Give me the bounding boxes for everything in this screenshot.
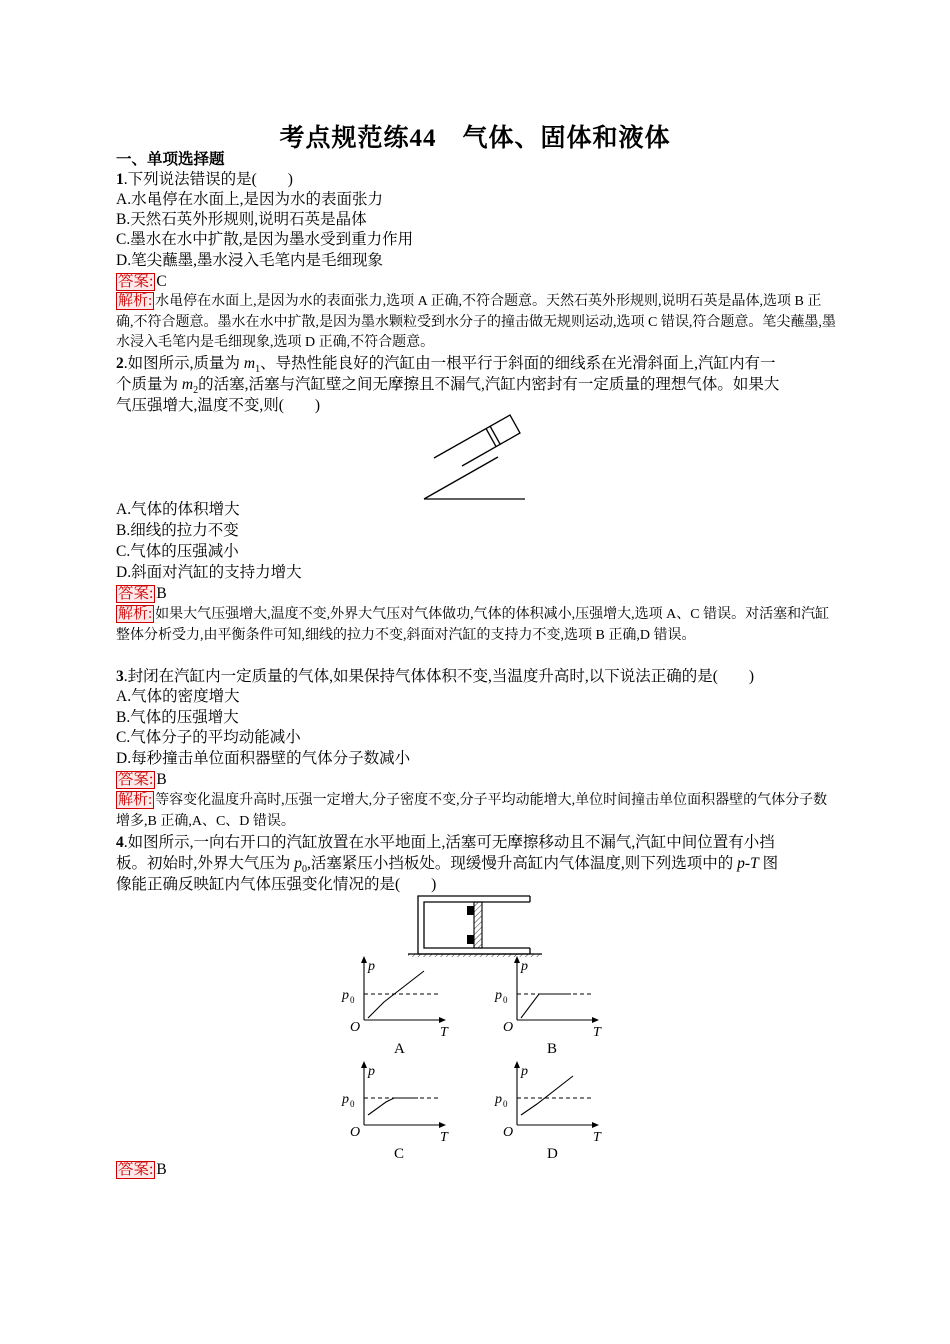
q2-text-1a: .如图所示,质量为: [123, 355, 244, 372]
q2-answer: [116, 584, 167, 604]
graph-a-y-label: p: [368, 959, 375, 974]
q3-explanation: [116, 791, 836, 832]
graph-a-x-label: T: [440, 1025, 448, 1040]
q2-option-b: B.细线的拉力不变: [116, 522, 239, 539]
q4-stem-line1: [116, 833, 775, 853]
answer-tag: 答案:: [118, 273, 154, 290]
q1-number: 1: [116, 171, 124, 188]
answer-tag: 答案:: [118, 771, 154, 788]
graph-c-y-label: p: [368, 1064, 375, 1079]
graph-b-x-label: T: [593, 1025, 601, 1040]
graph-c-p0: p: [342, 1092, 349, 1107]
q2-m1: m: [243, 355, 256, 372]
graph-b-caption: B: [547, 1041, 558, 1057]
q3-stem: [116, 667, 754, 687]
graph-d-y-label: p: [521, 1064, 528, 1079]
q2-m2: m: [181, 376, 194, 393]
graph-c-x-label: T: [440, 1130, 448, 1145]
q3-answer: [116, 770, 167, 790]
q2-m1-sub: 1: [255, 364, 261, 376]
q4-stem-line3: 像能正确反映缸内气体压强变化情况的是( ): [116, 876, 437, 893]
q3-text: .封闭在汽缸内一定质量的气体,如果保持气体体积不变,当温度升高时,以下说法正确的是( ): [123, 668, 755, 685]
q2-text-1b: 、导热性能良好的汽缸由一根平行于斜面的细线系在光滑斜面上,汽缸内有一: [260, 355, 776, 372]
q1-option-c: C.墨水在水中扩散,是因为墨水受到重力作用: [116, 231, 414, 248]
q3-option-a: A.气体的密度增大: [116, 688, 240, 705]
q2-text-2b: 的活塞,活塞与汽缸壁之间无摩擦且不漏气,汽缸内密封有一定质量的理想气体。如果大: [198, 376, 780, 393]
q1-answer: [116, 272, 167, 292]
q3-explanation-text: 等容变化温度升高时,压强一定增大,分子密度不变,分子平均动能增大,单位时间撞击单位面积器壁的气体分子数增多,B 正确,A、C、D 错误。: [116, 793, 828, 829]
graph-d-p0: p: [495, 1092, 502, 1107]
q2-stem-line3: 气压强增大,温度不变,则( ): [116, 397, 321, 414]
q2-number: 2: [116, 355, 124, 372]
explain-tag: 解析:: [118, 792, 153, 808]
q2-m2-sub: 2: [193, 385, 199, 397]
answer-tag: 答案:: [118, 1161, 154, 1178]
graph-c-origin: O: [350, 1125, 361, 1140]
q1-explanation: [116, 292, 836, 354]
q2-explanation-text: 如果大气压强增大,温度不变,外界大气压对气体做功,气体的体积减小,压强增大,选项 A、C 错误。对活塞和汽缸整体分析受力,由平衡条件可知,细线的拉力不变,斜面对汽缸的支持力不变,选项 B 正确,D 错误。: [116, 607, 830, 643]
q1-explanation-text: 水黾停在水面上,是因为水的表面张力,选项 A 正确,不符合题意。天然石英外形规则,说明石英是晶体,选项 B 正确,不符合题意。墨水在水中扩散,是因为墨水颗粒受到水分子的撞击做无规则运动,选项 C 错误,符合题意。笔尖蘸墨,墨水浸入毛笔内是毛细现象,选项 D 正确,不符合题意。: [116, 294, 836, 350]
q4-text-2c: 图: [758, 855, 779, 872]
graph-b-p0: p: [495, 988, 502, 1003]
q1-stem: [116, 170, 293, 190]
q3-answer-value: B: [156, 771, 167, 788]
graph-d-origin: O: [503, 1125, 514, 1140]
q2-option-c: C.气体的压强减小: [116, 543, 239, 560]
graph-d-x-label: T: [593, 1130, 601, 1145]
graph-c: [340, 1060, 460, 1165]
graph-a: [340, 955, 460, 1060]
graph-a-origin: O: [350, 1020, 361, 1035]
q4-text-2a: 板。初始时,外界大气压为: [116, 855, 295, 872]
q1-option-d: D.笔尖蘸墨,墨水浸入毛笔内是毛细现象: [116, 252, 383, 269]
q4-answer-value: B: [156, 1161, 167, 1178]
q3-option-d: D.每秒撞击单位面积器壁的气体分子数减小: [116, 750, 411, 767]
q2-explanation: [116, 605, 836, 646]
graph-b: [493, 955, 613, 1060]
q2-text-2a: 个质量为: [116, 376, 182, 393]
q1-option-a: A.水黾停在水面上,是因为水的表面张力: [116, 191, 383, 208]
graph-d-caption: D: [547, 1146, 558, 1162]
incline-figure: [420, 420, 530, 502]
q2-option-d: D.斜面对汽缸的支持力增大: [116, 564, 302, 581]
graph-a-p0: p: [342, 988, 349, 1003]
q4-number: 4: [116, 834, 124, 851]
q2-answer-value: B: [156, 585, 167, 602]
cylinder-figure: [406, 895, 544, 957]
explain-tag: 解析:: [118, 293, 153, 309]
q3-number: 3: [116, 668, 124, 685]
q1-text: .下列说法错误的是( ): [123, 171, 293, 188]
page-title: 考点规范练44 气体、固体和液体: [279, 125, 671, 152]
q1-option-b: B.天然石英外形规则,说明石英是晶体: [116, 211, 367, 228]
q2-option-a: A.气体的体积增大: [116, 501, 240, 518]
q4-pt: p-T: [737, 855, 759, 872]
q3-option-b: B.气体的压强增大: [116, 709, 239, 726]
q3-option-c: C.气体分子的平均动能减小: [116, 729, 301, 746]
graph-b-y-label: p: [521, 959, 528, 974]
section-heading: 一、单项选择题: [116, 151, 225, 168]
q1-answer-value: C: [156, 273, 167, 290]
graph-c-p0-sub: 0: [350, 1099, 355, 1109]
graph-b-origin: O: [503, 1020, 514, 1035]
q4-answer: [116, 1160, 167, 1180]
explain-tag: 解析:: [118, 606, 153, 622]
graph-c-caption: C: [394, 1146, 405, 1162]
q4-text-1: .如图所示,一向右开口的汽缸放置在水平地面上,活塞可无摩擦移动且不漏气,汽缸中间位置有小挡: [123, 834, 775, 851]
q4-text-2b: ,活塞紧压小挡板处。现缓慢升高缸内气体温度,则下列选项中的: [307, 855, 738, 872]
graph-d-p0-sub: 0: [503, 1099, 508, 1109]
answer-tag: 答案:: [118, 585, 154, 602]
graph-a-caption: A: [394, 1041, 405, 1057]
q4-p0-sub: 0: [302, 864, 308, 876]
q4-p0: p: [294, 855, 303, 872]
graph-b-p0-sub: 0: [503, 995, 508, 1005]
graph-a-p0-sub: 0: [350, 995, 355, 1005]
graph-d: [493, 1060, 613, 1165]
